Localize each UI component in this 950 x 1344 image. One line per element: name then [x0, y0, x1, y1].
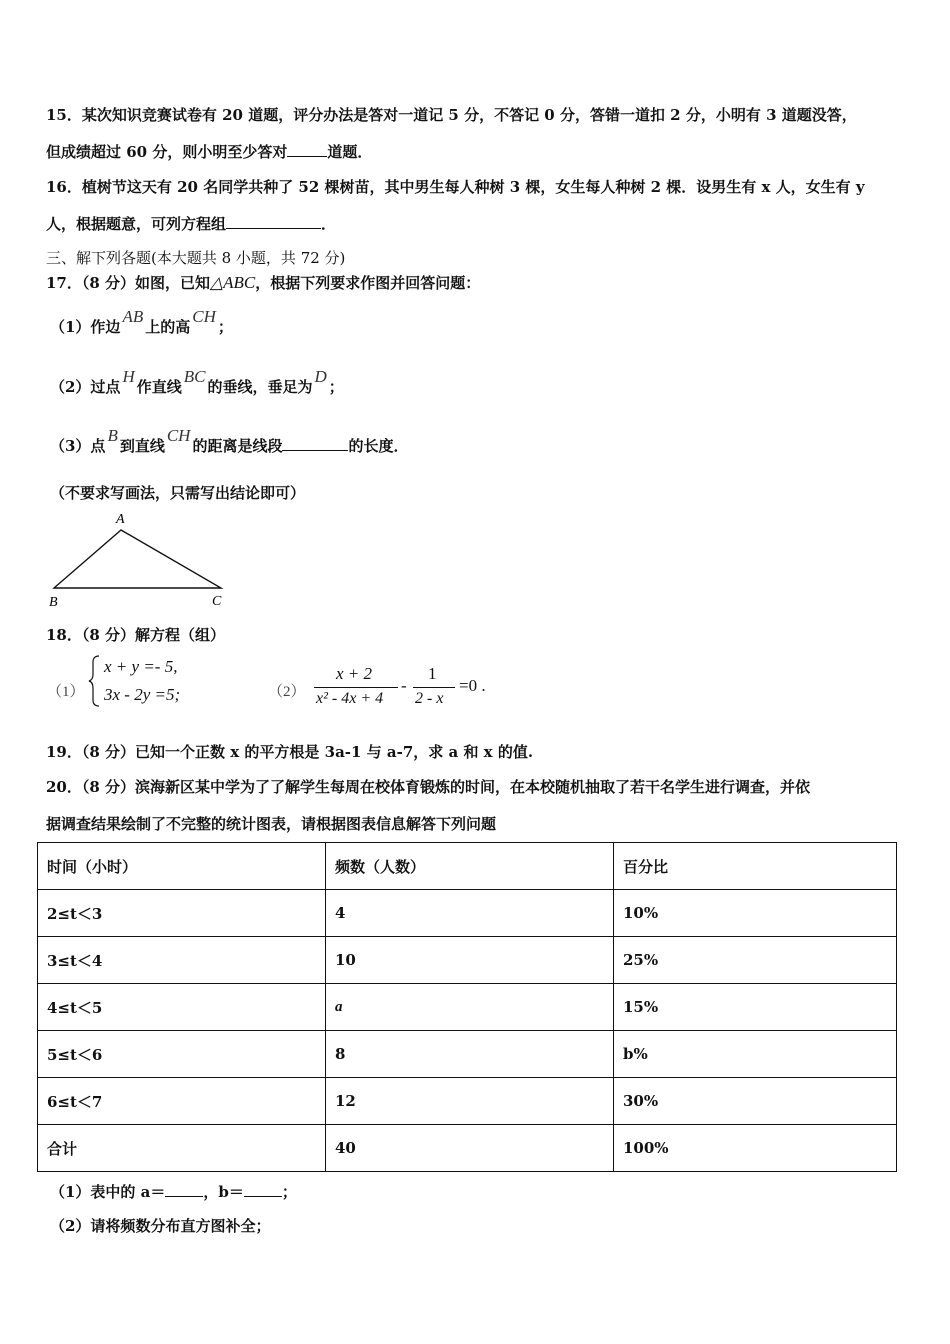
table-cell: 6≤t＜7 — [38, 1078, 326, 1125]
system-eq2: 3x - 2y =5; — [104, 685, 181, 704]
table-cell: 3≤t＜4 — [38, 937, 326, 984]
triangle-abc — [54, 530, 221, 588]
frequency-table — [37, 842, 897, 1172]
minus-sign: - — [401, 676, 407, 695]
frac2-numerator: 1 — [428, 664, 437, 683]
table-row — [38, 937, 897, 984]
table-row — [38, 890, 897, 937]
table-row — [38, 1031, 897, 1078]
table-cell: 合计 — [38, 1125, 326, 1172]
q20-line1: 20．（8 分）滨海新区某中学为了了解学生每周在校体育锻炼的时间，在本校随机抽取了若干名学生进行调查，并依 — [46, 778, 811, 796]
q20-sub2: （2）请将频数分布直方图补全； — [50, 1217, 271, 1235]
table-cell: 25% — [614, 937, 897, 984]
q20-sub1: （1）表中的 a＝ ，b＝ ； — [50, 1183, 297, 1201]
table-header-cell: 百分比 — [614, 843, 897, 890]
q16-line1: 16．植树节这天有 20 名同学共种了 52 棵树苗，其中男生每人种树 3 棵，女生每人种树 2 棵．设男生有 x 人，女生有 y — [46, 178, 865, 196]
frac2-bar — [413, 687, 455, 688]
vertex-label-c: C — [212, 594, 222, 609]
q15-line2: 但成绩超过 60 分，则小明至少答对 道题． — [46, 143, 373, 161]
table-cell: 40 — [326, 1125, 614, 1172]
table-cell: 30% — [614, 1078, 897, 1125]
table-cell: 8 — [326, 1031, 614, 1078]
frac1-denominator: x² - 4x + 4 — [316, 690, 384, 707]
table-cell: 4≤t＜5 — [38, 984, 326, 1031]
vertex-label-a: A — [116, 512, 125, 527]
q20-line2: 据调查结果绘制了不完整的统计图表，请根据图表信息解答下列问题 — [46, 815, 497, 833]
answer-blank[interactable] — [282, 436, 348, 451]
table-cell: 12 — [326, 1078, 614, 1125]
q17-part1: （1）作边AB上的高CH； — [50, 307, 233, 336]
table-cell: 100% — [614, 1125, 897, 1172]
section-heading: 三、解下列各题(本大题共 8 小题，共 72 分) — [46, 249, 346, 267]
frac1-bar — [314, 687, 398, 688]
table-cell: 2≤t＜3 — [38, 890, 326, 937]
q17-part3: （3）点B到直线CH的距离是线段 的长度． — [50, 426, 409, 455]
q18-label-2: （2） — [268, 684, 306, 700]
q18-title: 18．（8 分）解方程（组） — [46, 626, 226, 644]
answer-blank[interactable] — [287, 142, 327, 157]
table-header-cell: 频数（人数） — [326, 843, 614, 890]
table-total-row — [38, 1125, 897, 1172]
q19-text: 19．（8 分）已知一个正数 x 的平方根是 3a-1 与 a-7，求 a 和 x 的值. — [46, 743, 534, 761]
q18-label-1: （1） — [47, 684, 85, 700]
q17-part2: （2）过点H作直线BC的垂线，垂足为D； — [50, 367, 344, 396]
table-cell: a — [326, 984, 614, 1031]
q17-title: 17．（8 分）如图，已知△ABC，根据下列要求作图并回答问题： — [46, 273, 481, 292]
table-cell: 15% — [614, 984, 897, 1031]
left-brace — [88, 654, 102, 708]
vertex-label-b: B — [49, 595, 58, 610]
table-cell: 10 — [326, 937, 614, 984]
table-header-cell: 时间（小时） — [38, 843, 326, 890]
answer-blank[interactable] — [226, 214, 321, 229]
answer-blank-a[interactable] — [165, 1182, 203, 1197]
triangle-figure — [40, 508, 240, 612]
system-eq1: x + y =- 5, — [104, 657, 178, 676]
q16-line2: 人，根据题意，可列方程组 ． — [46, 215, 337, 233]
frac2-denominator: 2 - x — [415, 690, 444, 707]
table-row — [38, 1078, 897, 1125]
frac1-numerator: x + 2 — [336, 664, 373, 683]
table-row — [38, 984, 897, 1031]
table-cell: b% — [614, 1031, 897, 1078]
q17-note: （不要求写画法，只需写出结论即可） — [50, 484, 306, 502]
table-header-row — [38, 843, 897, 890]
answer-blank-b[interactable] — [244, 1182, 282, 1197]
table-cell: 5≤t＜6 — [38, 1031, 326, 1078]
table-cell: 4 — [326, 890, 614, 937]
table-cell: 10% — [614, 890, 897, 937]
q15-line1: 15．某次知识竞赛试卷有 20 道题，评分办法是答对一道记 5 分，不答记 0 分，答错一道扣 2 分，小明有 3 道题没答， — [46, 106, 857, 124]
equation-rhs: =0 . — [459, 676, 486, 695]
